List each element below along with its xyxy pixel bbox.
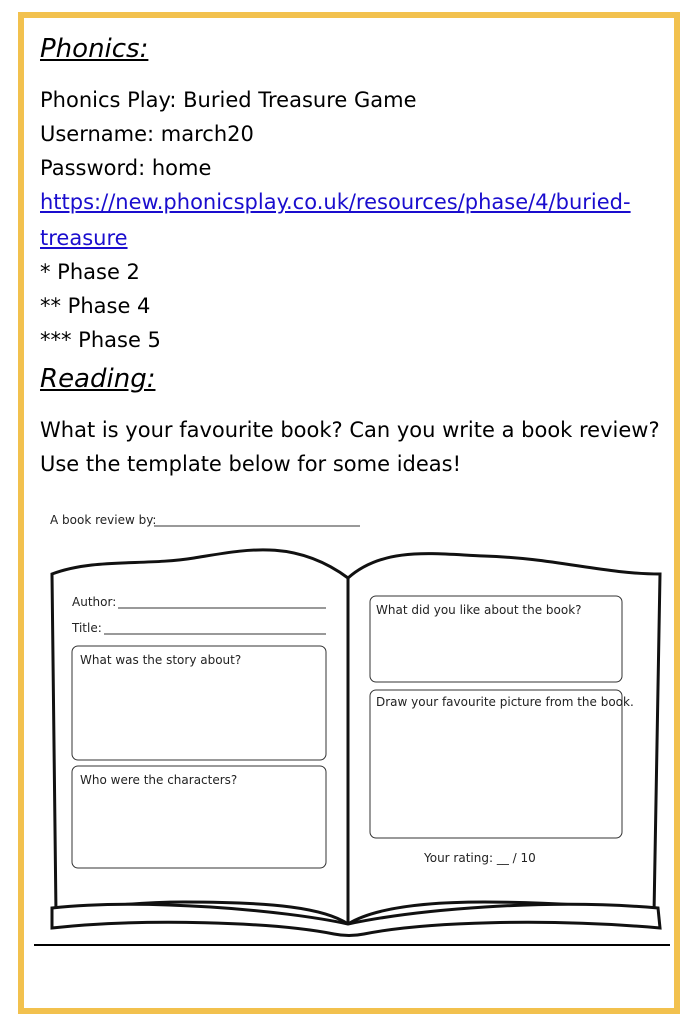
title-label: Title: bbox=[72, 621, 102, 635]
story-box-label: What was the story about? bbox=[80, 653, 242, 667]
reading-question: What is your favourite book? Can you write a book review? bbox=[40, 418, 660, 442]
phase-level-1: * Phase 2 bbox=[40, 260, 140, 284]
phonics-link-part1[interactable]: https://new.phonicsplay.co.uk/resources/phase/4/buried- bbox=[40, 190, 631, 214]
phase-level-2: ** Phase 4 bbox=[40, 294, 151, 318]
page-frame bbox=[18, 12, 680, 1014]
review-by-label: A book review by: bbox=[50, 513, 157, 527]
phonics-username: Username: march20 bbox=[40, 122, 254, 146]
phonics-password: Password: home bbox=[40, 156, 212, 180]
author-label: Author: bbox=[72, 595, 117, 609]
bottom-divider bbox=[34, 944, 670, 946]
characters-box-label: Who were the characters? bbox=[80, 773, 238, 787]
phonics-game-title: Phonics Play: Buried Treasure Game bbox=[40, 88, 417, 112]
rating-label: Your rating: __ / 10 bbox=[424, 851, 536, 865]
book-review-template bbox=[24, 18, 674, 1008]
drawing-box-label: Draw your favourite picture from the book. bbox=[376, 695, 634, 709]
liked-box-label: What did you like about the book? bbox=[376, 603, 582, 617]
reading-instruction: Use the template below for some ideas! bbox=[40, 452, 462, 476]
drawing-box bbox=[370, 690, 622, 838]
phase-level-3: *** Phase 5 bbox=[40, 328, 161, 352]
reading-heading: Reading: bbox=[40, 364, 156, 394]
phonics-link-part2[interactable]: treasure bbox=[40, 226, 128, 250]
phonics-heading: Phonics: bbox=[40, 34, 149, 64]
